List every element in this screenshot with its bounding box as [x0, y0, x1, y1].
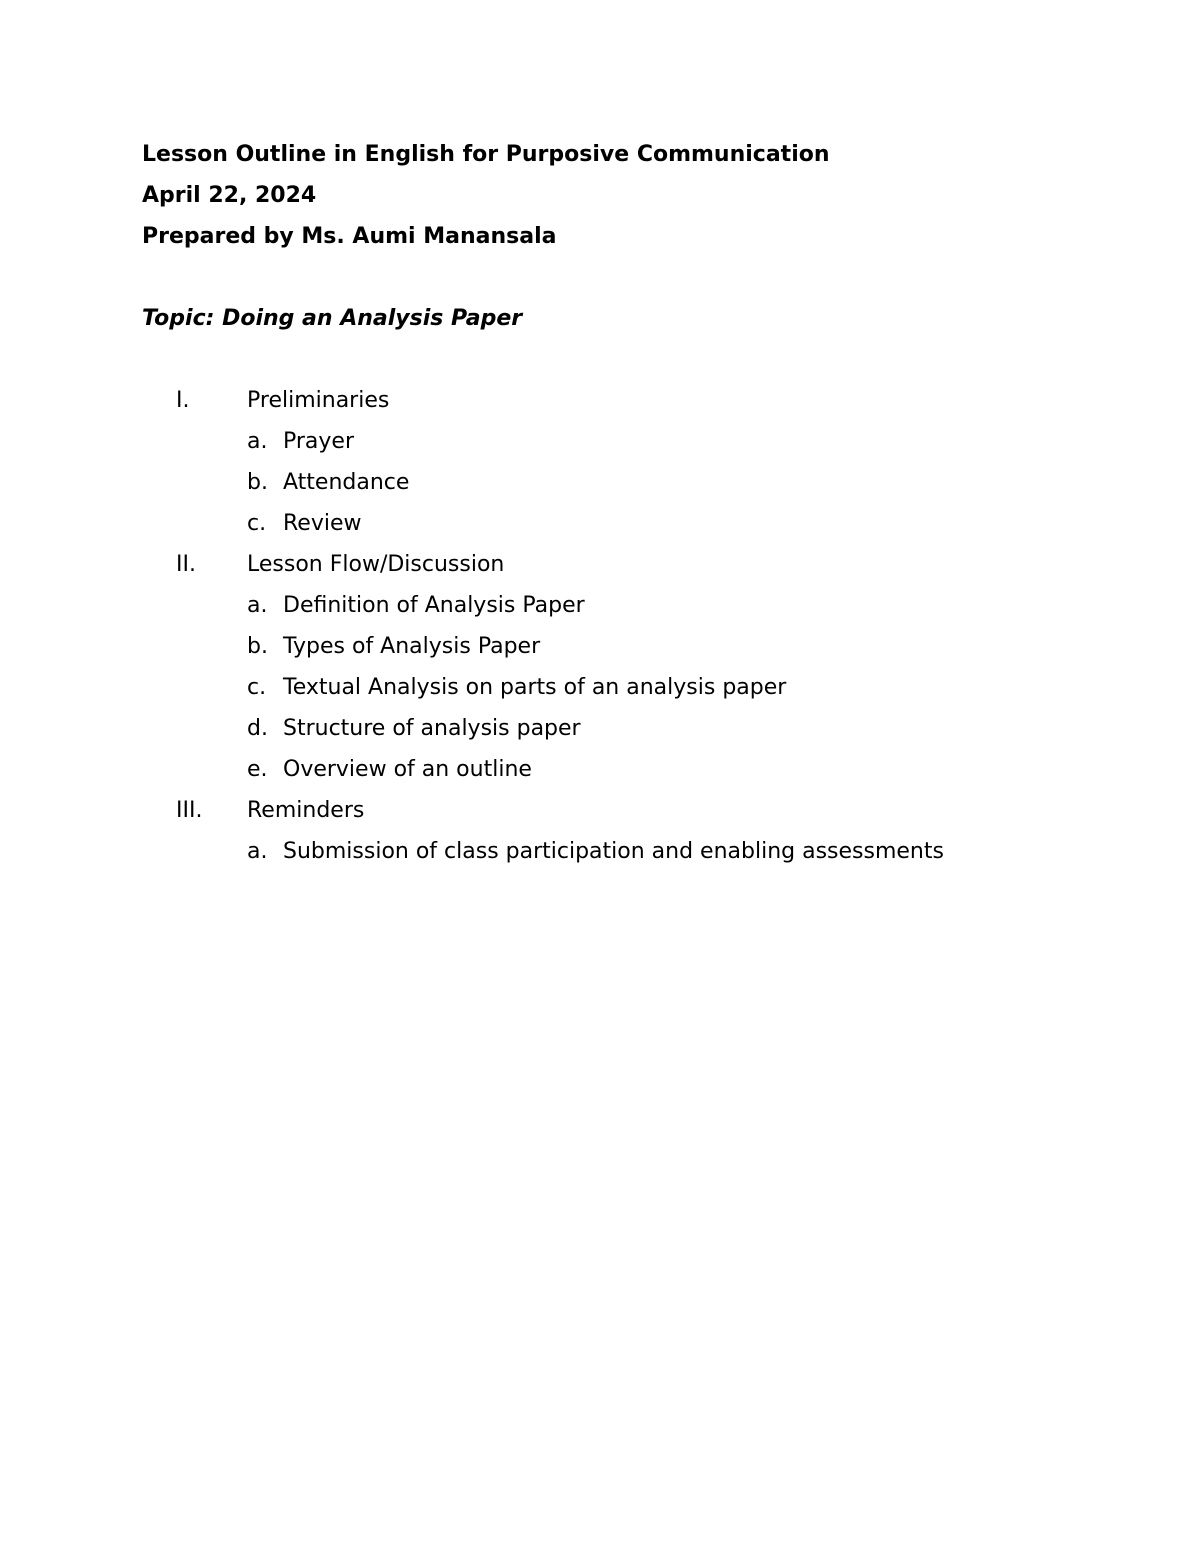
- item-label: Structure of analysis paper: [283, 716, 581, 741]
- item-marker: c.: [247, 675, 267, 700]
- outline-item: [0, 673, 1200, 714]
- lesson-outline: [0, 386, 1200, 878]
- item-marker: a.: [247, 429, 268, 454]
- outline-item: [0, 632, 1200, 673]
- outline-section: [0, 550, 1200, 591]
- item-marker: c.: [247, 511, 267, 536]
- outline-item: [0, 591, 1200, 632]
- section-label: Lesson Flow/Discussion: [247, 552, 505, 577]
- document-title: Lesson Outline in English for Purposive Communication: [142, 142, 830, 167]
- item-marker: e.: [247, 757, 268, 782]
- outline-item: [0, 755, 1200, 796]
- item-label: Attendance: [283, 470, 410, 495]
- document-author: Prepared by Ms. Aumi Manansala: [142, 224, 557, 249]
- item-marker: a.: [247, 593, 268, 618]
- item-label: Types of Analysis Paper: [283, 634, 541, 659]
- section-label: Preliminaries: [247, 388, 390, 413]
- section-label: Reminders: [247, 798, 365, 823]
- item-label: Overview of an outline: [283, 757, 532, 782]
- item-marker: b.: [247, 634, 268, 659]
- item-marker: a.: [247, 839, 268, 864]
- document-date: April 22, 2024: [142, 183, 317, 208]
- outline-section: [0, 386, 1200, 427]
- outline-section: [0, 796, 1200, 837]
- item-label: Submission of class participation and enabling assessments: [283, 839, 944, 864]
- section-marker: II.: [176, 552, 196, 577]
- outline-item: [0, 509, 1200, 550]
- item-marker: d.: [247, 716, 268, 741]
- item-label: Definition of Analysis Paper: [283, 593, 585, 618]
- section-marker: I.: [176, 388, 190, 413]
- item-label: Textual Analysis on parts of an analysis paper: [283, 675, 787, 700]
- document-topic: Topic: Doing an Analysis Paper: [142, 306, 523, 331]
- item-marker: b.: [247, 470, 268, 495]
- section-marker: III.: [176, 798, 203, 823]
- outline-item: [0, 714, 1200, 755]
- outline-item: [0, 427, 1200, 468]
- item-label: Prayer: [283, 429, 355, 454]
- item-label: Review: [283, 511, 362, 536]
- outline-item: [0, 468, 1200, 509]
- outline-item: [0, 837, 1200, 878]
